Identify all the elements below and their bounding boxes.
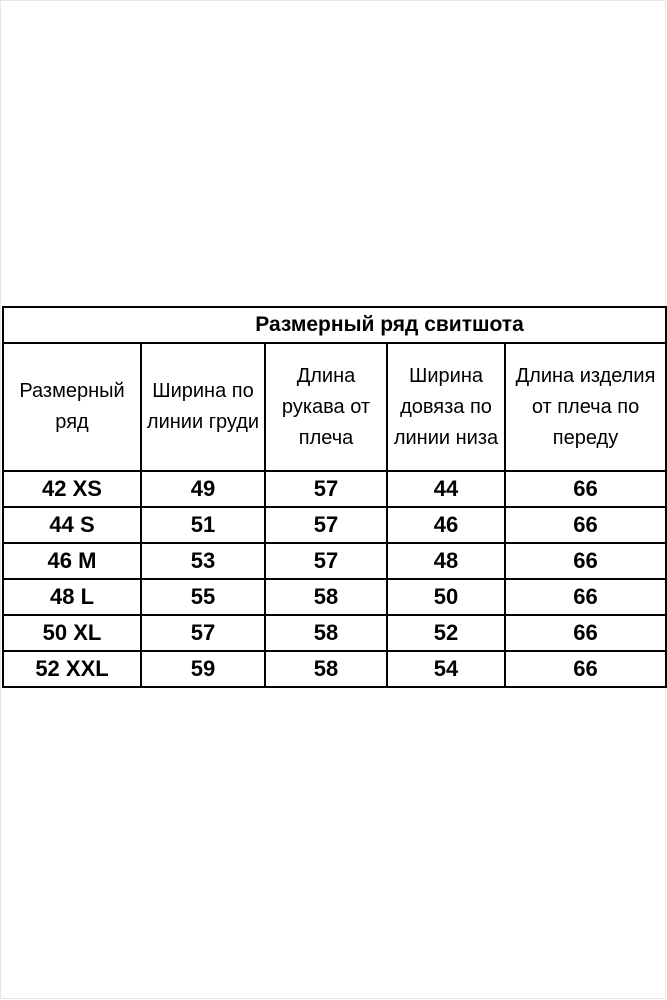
cell-garment-length: 66 — [505, 471, 666, 507]
cell-sleeve-length: 57 — [265, 507, 387, 543]
size-chart-table — [2, 306, 667, 688]
cell-hem-width: 52 — [387, 615, 505, 651]
cell-garment-length: 66 — [505, 651, 666, 687]
cell-garment-length: 66 — [505, 543, 666, 579]
cell-hem-width: 44 — [387, 471, 505, 507]
cell-size: 52 XXL — [3, 651, 141, 687]
cell-chest-width: 59 — [141, 651, 265, 687]
table-row — [3, 507, 666, 543]
cell-size: 44 S — [3, 507, 141, 543]
header-hem-width: Ширина довяза по линии низа — [387, 343, 505, 471]
table-row — [3, 651, 666, 687]
cell-hem-width: 54 — [387, 651, 505, 687]
cell-garment-length: 66 — [505, 579, 666, 615]
cell-chest-width: 57 — [141, 615, 265, 651]
table-row — [3, 579, 666, 615]
cell-hem-width: 46 — [387, 507, 505, 543]
cell-garment-length: 66 — [505, 615, 666, 651]
cell-sleeve-length: 58 — [265, 651, 387, 687]
cell-hem-width: 50 — [387, 579, 505, 615]
table-title: Размерный ряд свитшота — [3, 307, 666, 343]
cell-chest-width: 53 — [141, 543, 265, 579]
header-garment-length: Длина изделия от плеча по переду — [505, 343, 666, 471]
cell-sleeve-length: 57 — [265, 543, 387, 579]
header-size: Размерный ряд — [3, 343, 141, 471]
cell-size: 50 XL — [3, 615, 141, 651]
header-sleeve-length: Длина рукава от плеча — [265, 343, 387, 471]
cell-hem-width: 48 — [387, 543, 505, 579]
cell-size: 42 XS — [3, 471, 141, 507]
header-chest-width: Ширина по линии груди — [141, 343, 265, 471]
table-row — [3, 543, 666, 579]
table-row — [3, 471, 666, 507]
cell-chest-width: 55 — [141, 579, 265, 615]
cell-sleeve-length: 58 — [265, 615, 387, 651]
cell-garment-length: 66 — [505, 507, 666, 543]
cell-sleeve-length: 57 — [265, 471, 387, 507]
table-header-row — [3, 343, 666, 471]
cell-size: 46 M — [3, 543, 141, 579]
cell-chest-width: 49 — [141, 471, 265, 507]
table-row — [3, 615, 666, 651]
cell-sleeve-length: 58 — [265, 579, 387, 615]
cell-chest-width: 51 — [141, 507, 265, 543]
table-title-row — [3, 307, 666, 343]
cell-size: 48 L — [3, 579, 141, 615]
